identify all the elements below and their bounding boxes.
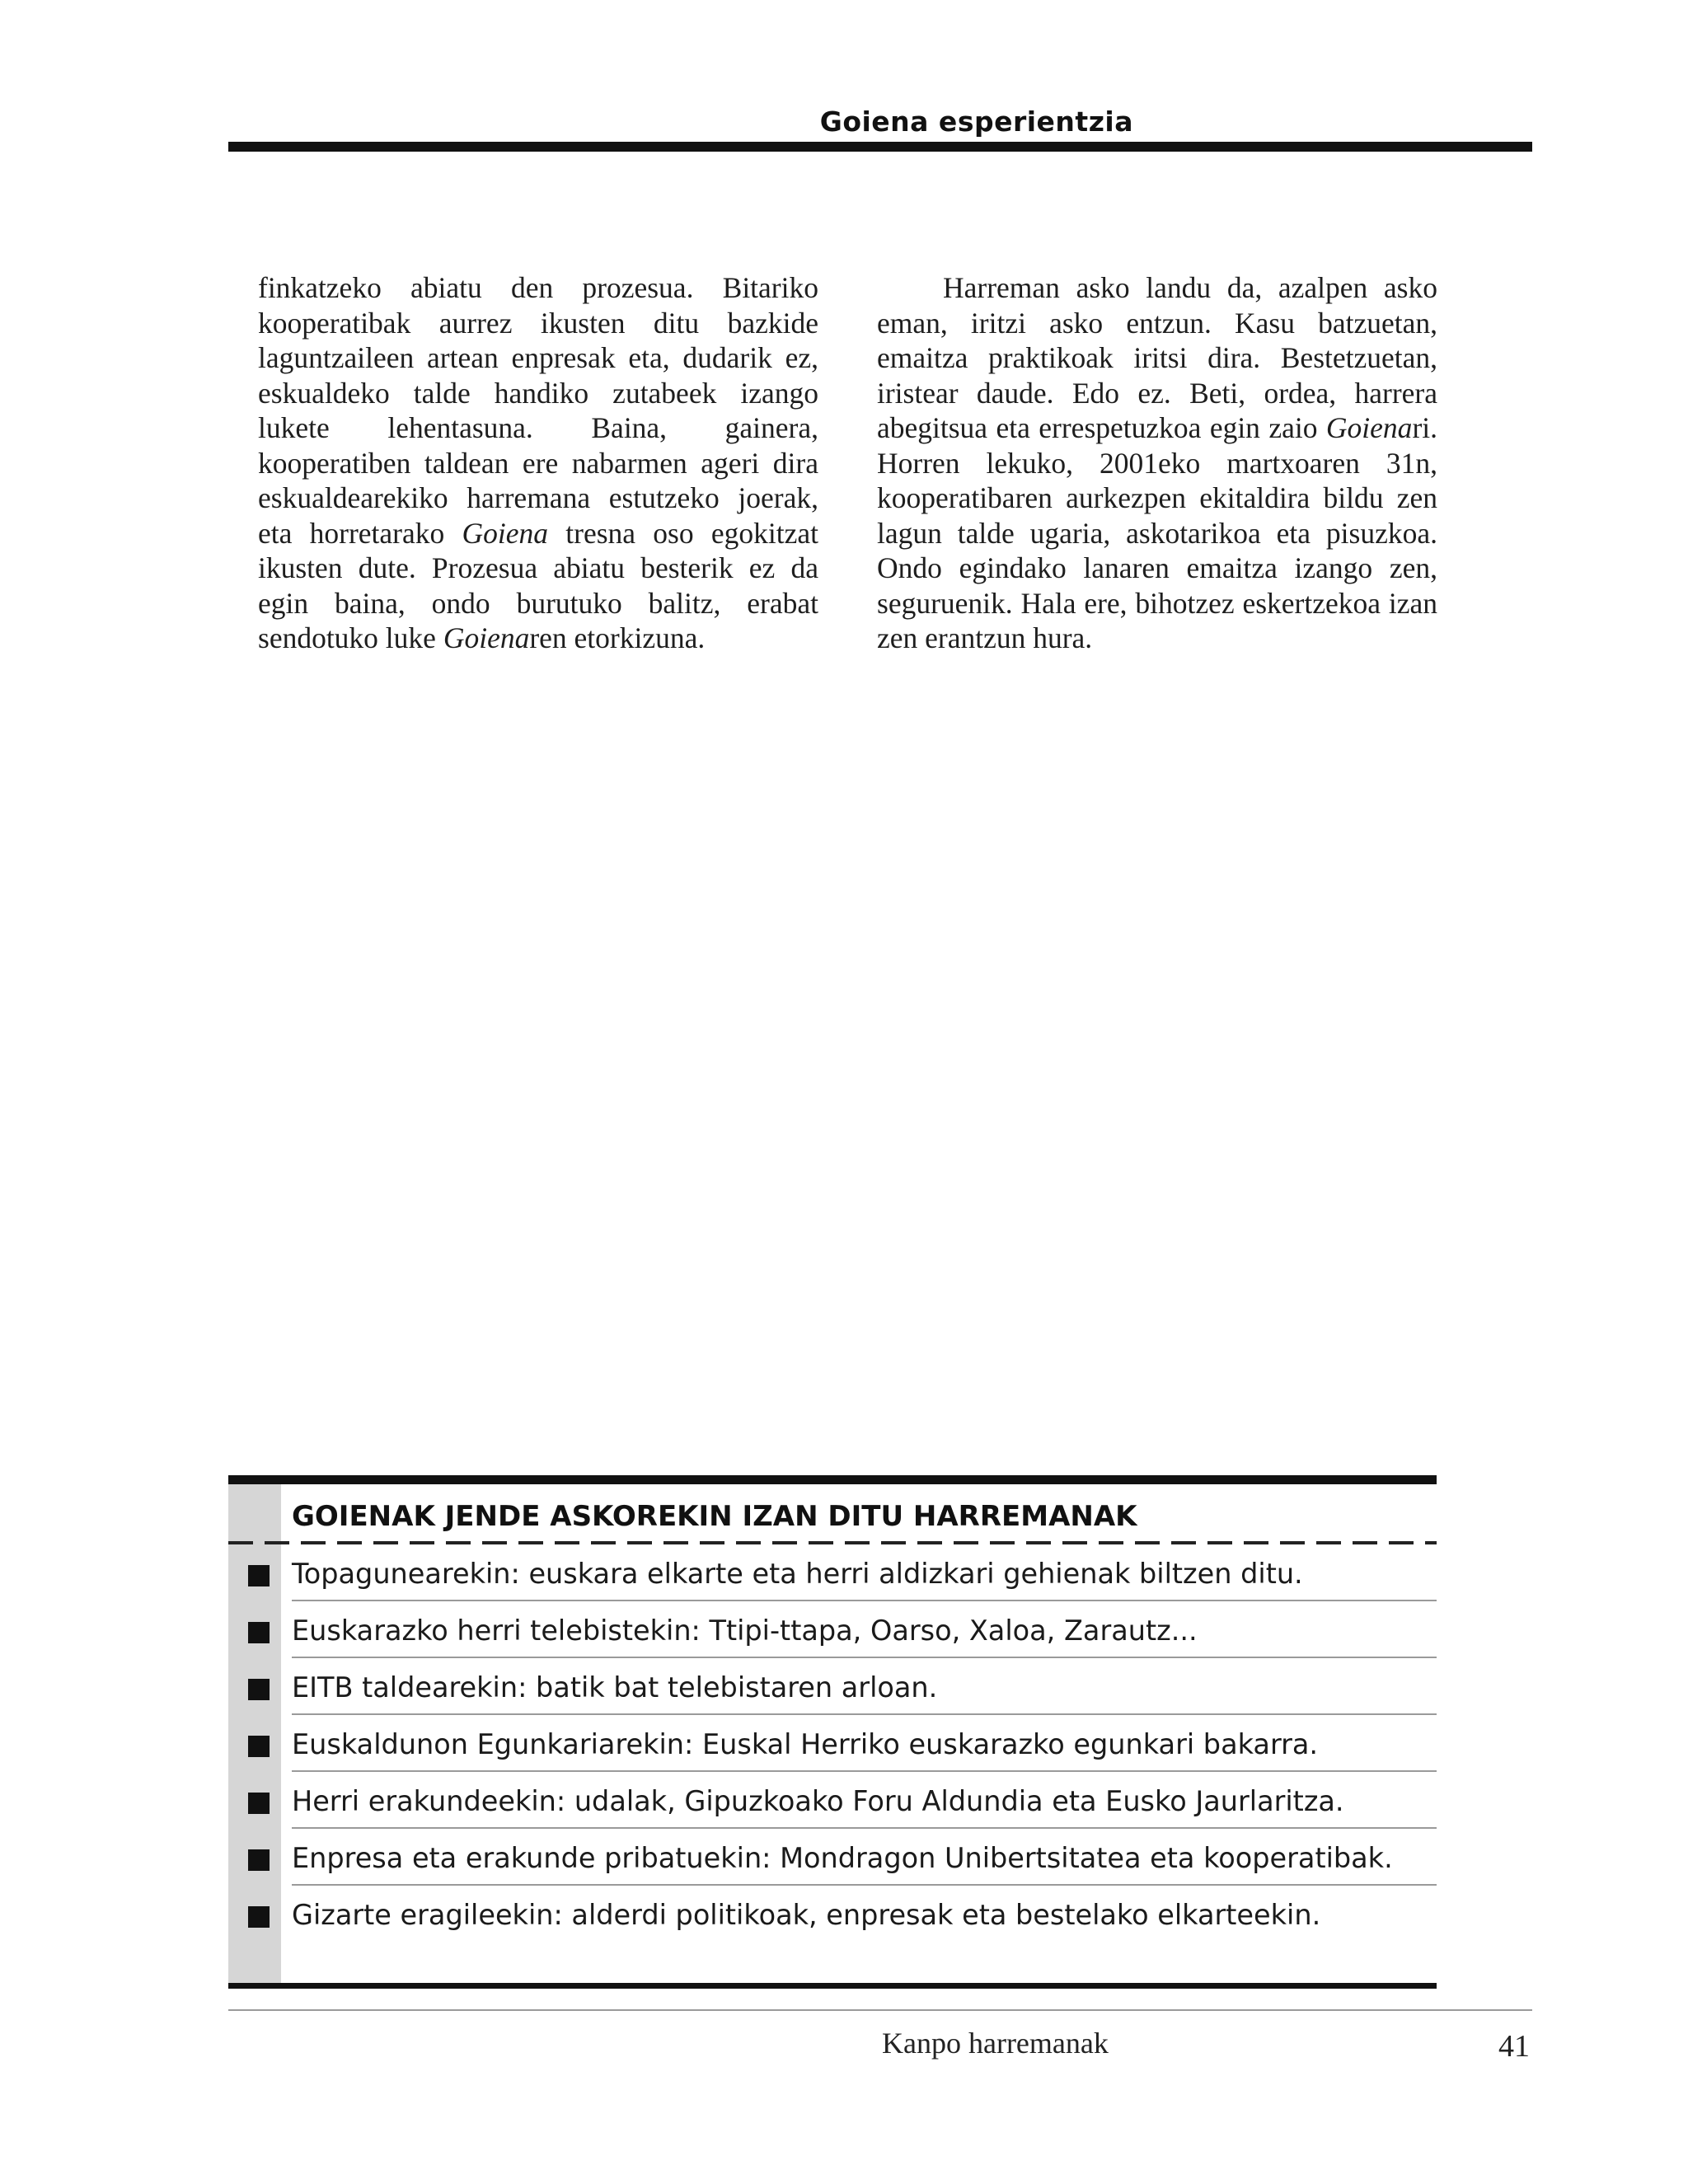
left-column xyxy=(258,270,818,656)
right-column xyxy=(877,270,1437,656)
square-bullet-icon xyxy=(248,1793,270,1814)
square-bullet-icon xyxy=(248,1849,270,1871)
square-bullet-icon xyxy=(248,1906,270,1928)
list-item-text: Gizarte eragileekin: alderdi politikoak, enpresak eta bestelako elkarteekin. xyxy=(292,1899,1321,1931)
box-top-rule xyxy=(228,1475,1437,1484)
footer-rule xyxy=(228,2009,1532,2011)
italic-goiena: Goiena xyxy=(1325,411,1413,444)
italic-goiena: Goiena xyxy=(443,621,530,654)
page-number: 41 xyxy=(1498,2029,1530,2064)
footer-section-title: Kanpo harremanak xyxy=(882,2027,1109,2060)
list-item xyxy=(228,1658,1437,1715)
list-item-text: Herri erakundeekin: udalak, Gipuzkoako Foru Aldundia eta Eusko Jaurlaritza. xyxy=(292,1785,1344,1817)
square-bullet-icon xyxy=(248,1736,270,1757)
italic-goiena: Goiena xyxy=(462,516,549,550)
relations-box xyxy=(228,1475,1437,1989)
list-item xyxy=(228,1544,1437,1601)
list-item-text: EITB taldearekin: batik bat telebistaren arloan. xyxy=(292,1671,938,1704)
list-item xyxy=(228,1715,1437,1772)
list-item xyxy=(228,1772,1437,1829)
list-item-text: Enpresa eta erakunde pribatuekin: Mondragon Unibertsitatea eta kooperatibak. xyxy=(292,1842,1393,1874)
running-header-title: Goiena esperientzia xyxy=(819,105,1133,138)
square-bullet-icon xyxy=(248,1622,270,1643)
square-bullet-icon xyxy=(248,1565,270,1586)
box-bottom-rule xyxy=(228,1983,1437,1989)
header-rule xyxy=(228,142,1532,152)
list-item xyxy=(228,1601,1437,1658)
right-paragraph: Harreman asko landu da, azalpen asko eman, iritzi asko entzun. Kasu batzuetan, emaitza praktikoak iritsi dira. Bestetzuetan, iristear daude. Edo ez. Beti, ordea, harrera abegitsua eta errespetuzkoa egin zaio Goienari. Horren lekuko, 2001eko martxoaren 31n, kooperatibaren aurkezpen ekitaldira bildu zen lagun talde ugaria, askotarikoa eta pisuzkoa. Ondo egindako lanaren emaitza izango zen, seguruenik. Hala ere, bihotzez eskertzekoa izan zen erantzun hura. xyxy=(877,271,1437,654)
list-item-text: Euskaldunon Egunkariarekin: Euskal Herriko euskarazko egunkari bakarra. xyxy=(292,1728,1319,1760)
list-item xyxy=(228,1886,1437,1943)
list-item-text: Euskarazko herri telebistekin: Ttipi-ttapa, Oarso, Xaloa, Zarautz... xyxy=(292,1615,1198,1647)
relations-list xyxy=(228,1544,1437,1943)
square-bullet-icon xyxy=(248,1679,270,1700)
box-title: GOIENAK JENDE ASKOREKIN IZAN DITU HARREMANAK xyxy=(292,1500,1137,1533)
list-item-text: Topagunearekin: euskara elkarte eta herri aldizkari gehienak biltzen ditu. xyxy=(292,1558,1303,1590)
list-item xyxy=(228,1829,1437,1886)
left-paragraph: finkatzeko abiatu den prozesua. Bitariko kooperatibak aurrez ikusten ditu bazkide laguntzaileen artean enpresak eta, dudarik ez, eskualdeko talde handiko zutabeek izango lukete lehentasuna. Baina, gainera, kooperatiben taldean ere nabarmen ageri dira eskualdearekiko harremana estutzeko joerak, eta horretarako Goiena tresna oso egokitzat ikusten dute. Prozesua abiatu besterik ez da egin baina, ondo burutuko balitz, erabat sendotuko luke Goienaren etorkizuna. xyxy=(258,271,818,654)
